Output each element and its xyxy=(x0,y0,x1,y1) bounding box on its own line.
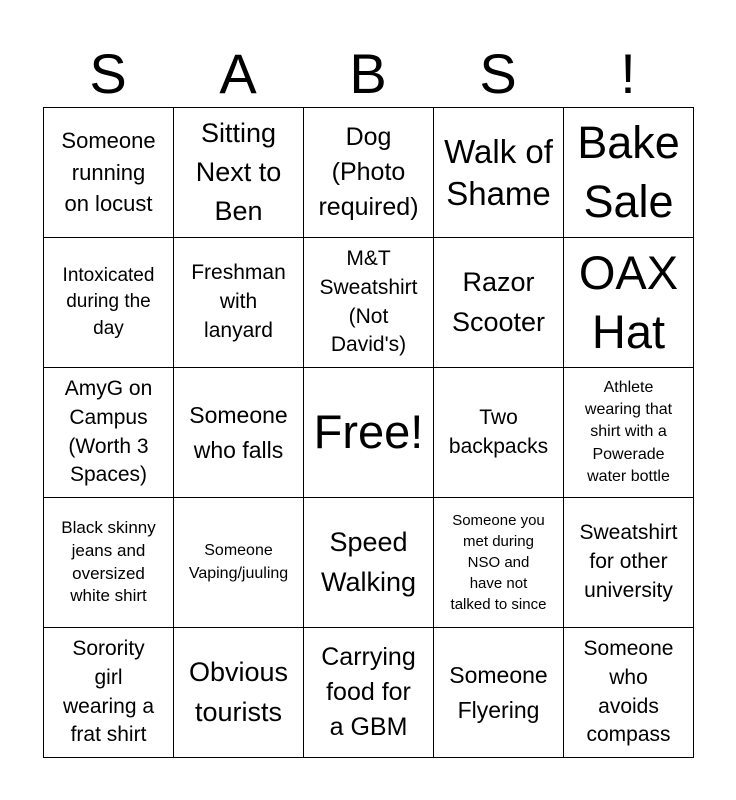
cell-label: Sitting Next to Ben xyxy=(195,117,282,227)
bingo-cell-r2c5[interactable] xyxy=(564,238,694,368)
bingo-cell-r1c1[interactable] xyxy=(44,108,174,238)
bingo-cell-r3c3[interactable] xyxy=(304,368,434,498)
bingo-cell-r5c5[interactable] xyxy=(564,628,694,758)
cell-label: Intoxicated during the day xyxy=(62,264,155,339)
cell-label: Razor Scooter xyxy=(451,267,546,337)
bingo-cell-r5c3[interactable] xyxy=(304,628,434,758)
bingo-cell-r5c2[interactable] xyxy=(174,628,304,758)
cell-label: Someone running on locust xyxy=(61,127,156,217)
bingo-cell-r1c4[interactable] xyxy=(434,108,564,238)
header-letter-3: B xyxy=(349,42,387,105)
bingo-cell-r1c2[interactable] xyxy=(174,108,304,238)
cell-label: Carrying food for a GBM xyxy=(321,643,416,741)
bingo-cell-r4c4[interactable] xyxy=(434,498,564,628)
bingo-cell-r2c4[interactable] xyxy=(434,238,564,368)
cell-label: Someone Flyering xyxy=(449,662,548,723)
cell-label: Someone Vaping/juuling xyxy=(188,542,289,582)
bingo-cell-r3c5[interactable] xyxy=(564,368,694,498)
free-space-label: Free! xyxy=(313,405,424,459)
cell-label: Someone who falls xyxy=(189,402,288,463)
header-letter-4: S xyxy=(479,42,517,105)
cell-label: Obvious tourists xyxy=(188,657,289,727)
header-letter-1: S xyxy=(89,42,127,105)
cell-label: Sorority girl wearing a frat shirt xyxy=(62,636,155,747)
cell-label: Bake Sale xyxy=(577,117,680,227)
cell-label: Speed Walking xyxy=(320,527,417,597)
bingo-cell-r4c5[interactable] xyxy=(564,498,694,628)
cell-label: Someone who avoids compass xyxy=(583,636,674,747)
cell-label: OAX Hat xyxy=(578,245,679,358)
cell-label: Black skinny jeans and oversized white shirt xyxy=(61,517,156,606)
cell-label: M&T Sweatshirt (Not David's) xyxy=(319,246,418,357)
bingo-cell-r5c1[interactable] xyxy=(44,628,174,758)
bingo-cell-r3c4[interactable] xyxy=(434,368,564,498)
header-letter-2: A xyxy=(219,42,257,105)
bingo-cell-r2c1[interactable] xyxy=(44,238,174,368)
bingo-cell-r4c3[interactable] xyxy=(304,498,434,628)
bingo-cell-r2c2[interactable] xyxy=(174,238,304,368)
cell-label: AmyG on Campus (Worth 3 Spaces) xyxy=(64,376,153,487)
cell-label: Sweatshirt for other university xyxy=(579,521,678,602)
cell-label: Two backpacks xyxy=(448,405,549,458)
cell-label: Walk of Shame xyxy=(444,133,553,212)
bingo-cell-r3c1[interactable] xyxy=(44,368,174,498)
cell-label: Freshman with lanyard xyxy=(191,261,286,342)
bingo-cell-r1c3[interactable] xyxy=(304,108,434,238)
bingo-cell-r5c4[interactable] xyxy=(434,628,564,758)
bingo-cell-r1c5[interactable] xyxy=(564,108,694,238)
bingo-board xyxy=(43,107,694,758)
bingo-cell-r3c2[interactable] xyxy=(174,368,304,498)
bingo-cell-r4c2[interactable] xyxy=(174,498,304,628)
cell-label: Dog (Photo required) xyxy=(318,123,419,221)
header-letter-5: ! xyxy=(620,42,636,105)
bingo-header xyxy=(43,40,693,108)
bingo-cell-r4c1[interactable] xyxy=(44,498,174,628)
cell-label: Someone you met during NSO and have not talked to since xyxy=(450,512,547,613)
bingo-cell-r2c3[interactable] xyxy=(304,238,434,368)
cell-label: Athlete wearing that shirt with a Powerade water bottle xyxy=(584,378,673,486)
